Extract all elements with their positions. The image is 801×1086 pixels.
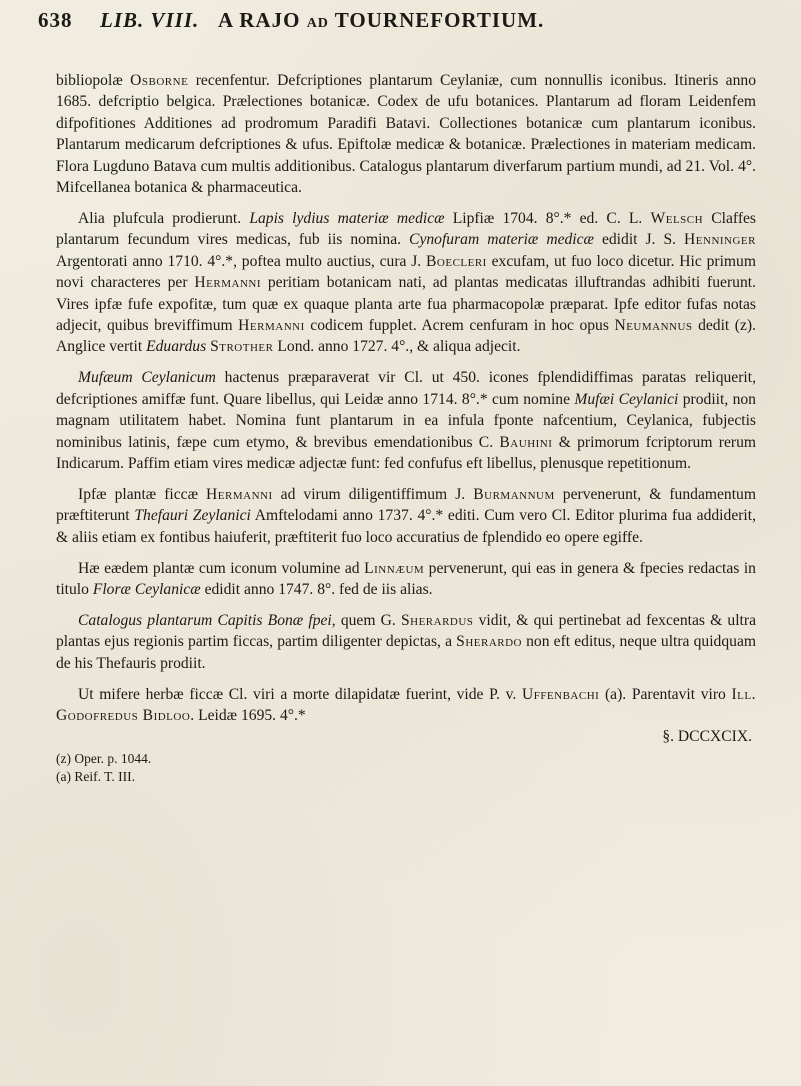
text-run: Hermanni: [206, 485, 273, 503]
text-run: edidit J. S.: [593, 231, 685, 249]
paragraph-p3: [56, 367, 756, 474]
text-run: Burmannum: [473, 485, 555, 503]
text-run: prodiit, non magnam utilitatem habet. Nomina funt plantarum in ea infula fponte nafcentium, Ceylanica, fubjectis nominibus latinis, fæpe cum etymo, & brevibus emendationibus C.: [56, 390, 756, 451]
text-run: Lapis lydius materiæ medicæ: [249, 209, 445, 227]
paragraph-p2: [56, 208, 756, 358]
text-run: Lond. anno 1727. 4°., & aliqua adjecit.: [273, 338, 521, 356]
footnote-z: (z) Oper. p. 1044.: [56, 750, 152, 766]
text-run: Eduardus: [146, 338, 207, 356]
text-run: Strother: [210, 338, 274, 356]
text-run: bibliopolæ: [56, 72, 131, 89]
text-run: Osborne: [130, 72, 189, 89]
text-run: Thefauri Zeylanici: [134, 507, 251, 525]
text-run: recenfentur. Defcriptiones plantarum Ceylaniæ, cum nonnullis iconibus. Itineris anno 1685. defcriptio belgica. Prælectiones botanicæ. Codex de ufu botanices. Plantarum ad floram Leidenfem difpofitiones Additiones ad prodromum Paradifi Batavi. Collectiones botanicæ cum plantarum iconibus. Plantarum medicarum defcriptiones & ufus. Epiftolæ medicæ & botanicæ. Prælectiones in materiam medicam. Flora Lugduno Batava cum multis additionibus. Catalogus plantarum diverfarum partium mundi, ad 21. Vol. 4°. Mifcellanea botanica & pharmaceutica.: [56, 72, 756, 197]
text-run: Alia plufcula prodierunt.: [78, 209, 250, 227]
text-run: Neumannus: [614, 316, 693, 334]
running-title-ad: AD: [306, 16, 329, 31]
text-run: Ill.: [731, 685, 756, 703]
running-title: [218, 8, 544, 33]
text-run: Welsch: [650, 209, 704, 227]
footnote-a: (a) Reif. T. III.: [56, 768, 135, 784]
text-run: non eft editus, neque ultra quidquam de his Thefauris prodiit.: [56, 633, 756, 672]
text-run: hactenus præparaverat vir Cl. ut 450. icones fplendidiffimas paratas reliquerit, defcriptiones amiffæ funt. Quare libellus, qui Leidæ anno 1714. 8°.* cum nomine: [56, 369, 756, 408]
text-run: Cynofuram materiæ medicæ: [409, 231, 594, 249]
text-run: vidit, & qui pertinebat ad fexcentas & ultra plantas ejus regionis partim ficcas, partim diligenter depictas, a: [56, 611, 756, 651]
text-run: Linnæum: [364, 559, 425, 577]
text-run: Bauhini: [499, 433, 553, 451]
book-label: LIB. VIII.: [100, 8, 200, 32]
text-run: pervenerunt, qui eas in genera & fpecies redactas in titulo: [56, 559, 756, 598]
text-run: edidit anno 1747. 8°. fed de iis alias.: [200, 580, 433, 598]
text-run: Ipfæ plantæ ficcæ: [78, 485, 207, 503]
text-run: Sherardus: [400, 611, 474, 629]
running-title-part-a: A RAJO: [218, 8, 301, 32]
text-run: Argentorati anno 1710. 4°.*, poftea multo auctius, cura J.: [56, 252, 426, 270]
running-title-part-b: TOURNEFORTIUM.: [334, 8, 545, 32]
text-run: Mufæum Ceylanicum: [78, 369, 216, 387]
text-run: Sherardo: [456, 633, 522, 651]
text-run: Lipfiæ 1704. 8°.* ed. C. L.: [444, 209, 651, 227]
page-bottom: [56, 726, 756, 747]
text-run: & primorum fcriptorum rerum Indicarum. Paffim etiam vires medicæ adjectæ funt: fed confufus eft libellus, plenusque repetitionum.: [56, 433, 757, 472]
text-run: Hermanni: [238, 316, 305, 334]
text-run: Hæ eædem plantæ cum iconum volumine ad: [78, 559, 365, 577]
text-run: . Leidæ 1695. 4°.*: [190, 706, 306, 724]
paragraph-p1: [56, 70, 756, 198]
text-run: Catalogus plantarum Capitis Bonæ fpei: [78, 611, 332, 629]
text-run: Boecleri: [426, 252, 487, 270]
text-run: pervenerunt, & fundamentum præftiterunt: [56, 485, 756, 525]
paragraph-p7: [56, 684, 756, 727]
text-run: dedit (z). Anglice vertit: [56, 316, 756, 356]
text-run: Amftelodami anno 1737. 4°.* editi. Cum vero Cl. Editor plurima fua addiderit, & aliis etiam ex fontibus haiuferit, præftiterit fuo loco accuratius de fplendido eo opere egiffe.: [56, 507, 756, 546]
paragraph-p6: [56, 610, 756, 674]
paragraph-list: [56, 70, 756, 726]
body-text: [56, 70, 756, 786]
text-run: Ut mifere herbæ ficcæ Cl. viri a morte dilapidatæ fuerint, vide P. v.: [78, 685, 522, 703]
text-run: , quem G.: [331, 611, 401, 629]
footnotes: [56, 750, 756, 786]
text-run: Mufæi Ceylanici: [574, 390, 679, 408]
text-run: (a). Parentavit viro: [599, 685, 732, 703]
text-run: codicem fupplet. Acrem cenfuram in hoc opus: [304, 316, 615, 334]
text-run: Godofredus Bidloo: [56, 706, 191, 724]
page-number: 638: [38, 8, 73, 32]
text-run: Hermanni: [194, 274, 261, 292]
section-catchword: §. DCCXCIX.: [662, 728, 752, 746]
paragraph-p4: [56, 484, 756, 548]
text-run: Uffenbachi: [521, 685, 600, 703]
text-run: peritiam botanicam nati, ad plantas medicatas illuftrandas adhibiti fuerunt. Vires ipfæ fufe expofitæ, tum quæ ex quaque planta arte fua pharmacopolæ præparat. Ipfe editor fufas notas adjecit, quibus breviffimum: [56, 274, 756, 334]
running-head: [38, 8, 748, 38]
text-run: Floræ Ceylanicæ: [92, 580, 201, 598]
text-run: excufam, ut fuo loco dicetur. Hic primum novi characteres per: [56, 252, 756, 292]
text-run: Henninger: [684, 231, 756, 249]
text-run: ad virum diligentiffimum J.: [272, 485, 474, 503]
text-run: Claffes plantarum fecundum vires medicas, fub iis nomina.: [56, 209, 757, 249]
paragraph-p5: [56, 558, 756, 601]
